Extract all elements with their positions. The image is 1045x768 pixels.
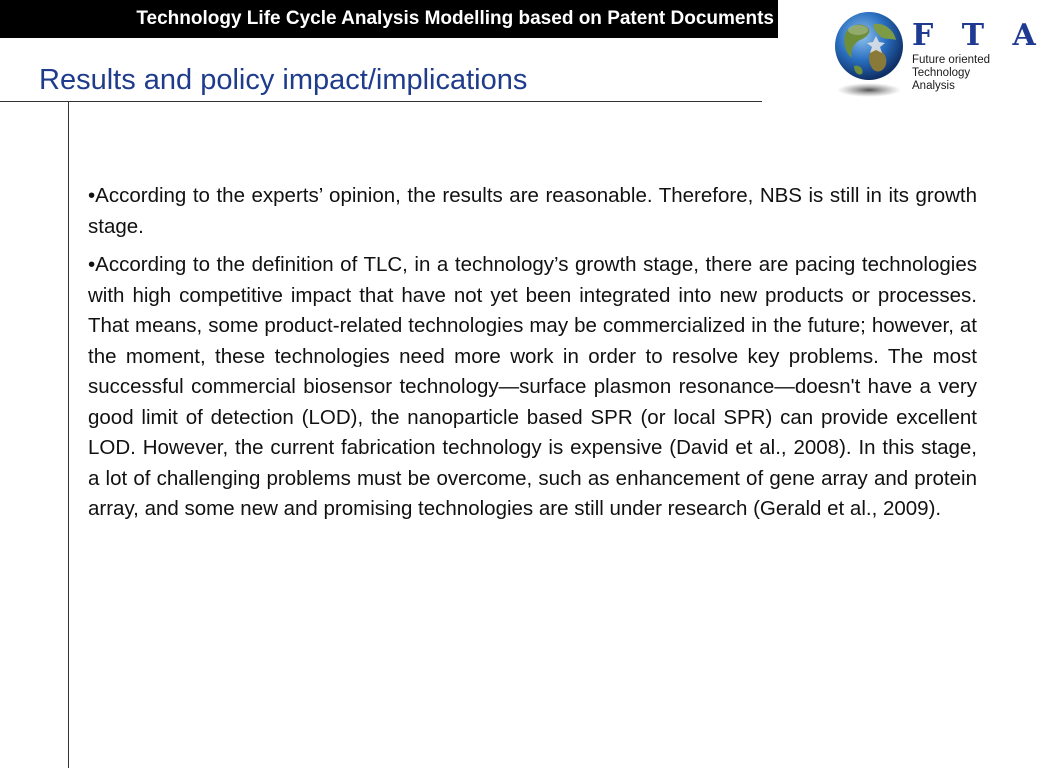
fta-logo <box>828 10 1045 120</box>
bullet-point-1: •According to the experts’ opinion, the results are reasonable. Therefore, NBS is still in its growth stage. <box>88 184 977 238</box>
slide-title: Results and policy impact/implications <box>39 64 528 96</box>
logo-line-3: Analysis <box>912 80 955 92</box>
globe-icon <box>832 10 906 98</box>
title-divider <box>0 101 762 102</box>
logo-subtitle <box>912 54 990 93</box>
content-body <box>88 181 977 533</box>
bullet-point-2: •According to the definition of TLC, in a technology’s growth stage, there are pacing technologies with high competitive impact that have not yet been integrated into new products or processes. That means, some product-related technologies may be commercialized in the future; however, at the moment, these technologies need more work in order to resolve key problems. The most successful commercial biosensor technology—surface plasmon resonance—doesn't have a very good limit of detection (LOD), the nanoparticle based SPR (or local SPR) can provide excellent LOD. However, the current fabrication technology is expensive (David et al., 2008). In this stage, a lot of challenging problems must be overcome, such as enhancement of gene array and protein array, and some new and promising technologies are still under research (Gerald et al., 2009). <box>88 253 977 520</box>
header-banner: Technology Life Cycle Analysis Modelling based on Patent Documents <box>0 0 778 38</box>
logo-line-1: Future oriented <box>912 54 990 66</box>
logo-letters: F T A <box>912 18 1045 53</box>
logo-line-2: Technology <box>912 67 971 79</box>
left-divider <box>68 101 69 768</box>
